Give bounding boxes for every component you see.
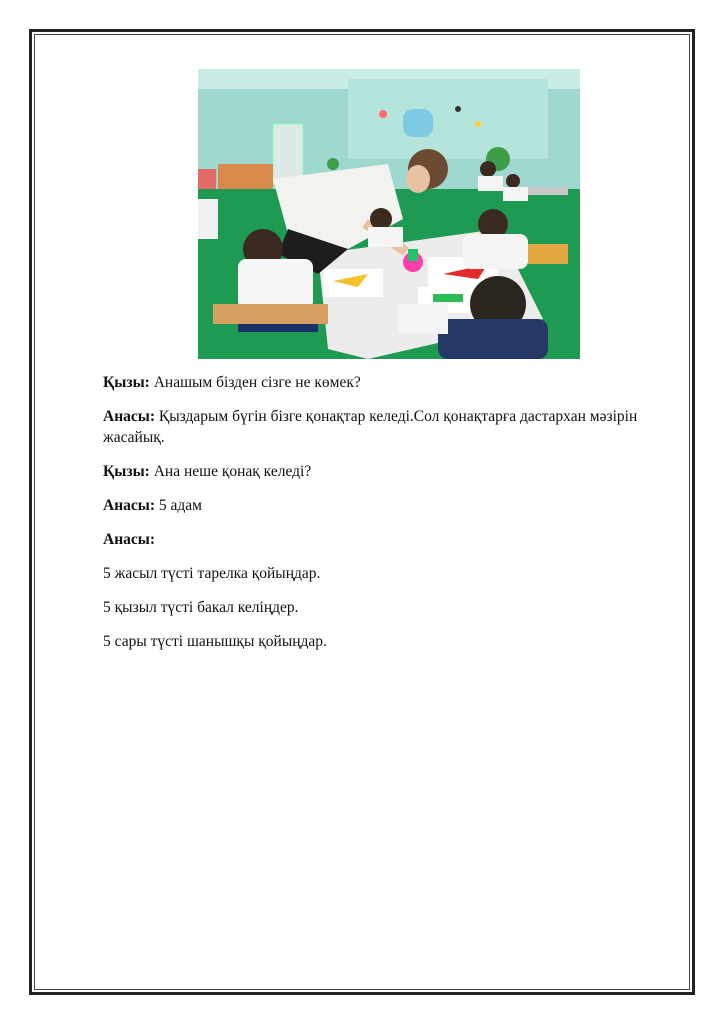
line-text: 5 адам [155,497,202,514]
speaker-label: Анасы: [103,408,156,425]
dialogue-line [103,372,643,393]
instruction-line: 5 сары түсті шанышқы қойыңдар. [103,633,327,650]
speaker-label: Анасы: [103,497,156,514]
instruction-line: 5 қызыл түсті бакал келіңдер. [103,599,299,616]
line-text: Қыздарым бүгін бізге қонақтар келеді.Сол қонақтарға дастархан мәзірін жасайық. [103,408,638,446]
speaker-label: Қызы: [103,374,150,391]
dialogue-line [103,495,643,516]
line-text: Ана неше қонақ келеді? [149,463,312,480]
dialogue-line [103,529,643,550]
classroom-photo [198,69,580,359]
dialogue-line [103,461,643,482]
speaker-label: Қызы: [103,463,150,480]
line-text: Анашым бізден сізге не көмек? [149,374,361,391]
dialogue-line [103,406,643,448]
instruction-line: 5 жасыл түсті тарелка қойыңдар. [103,565,321,582]
dialogue-text [103,372,643,665]
speaker-label: Анасы: [103,531,156,548]
